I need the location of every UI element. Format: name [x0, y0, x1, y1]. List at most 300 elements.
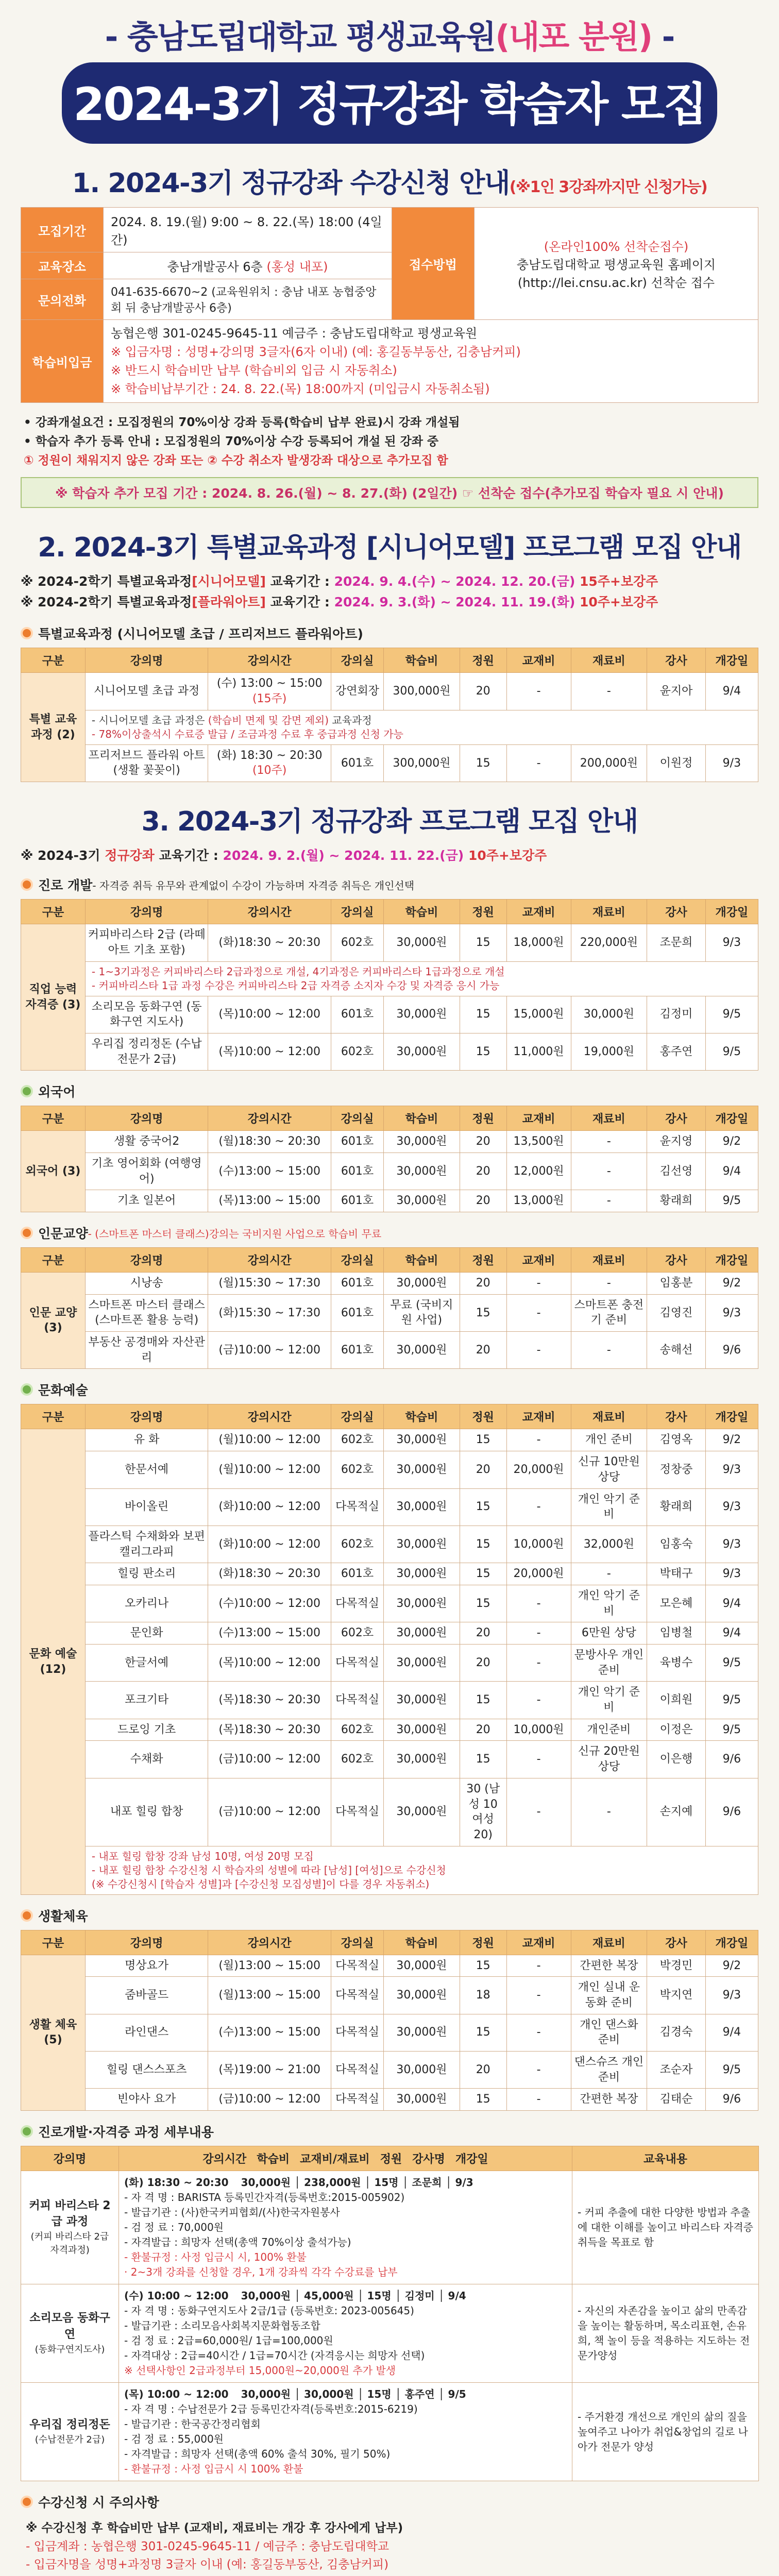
course-time: (화)18:30 ~ 20:30	[208, 924, 331, 961]
course-fee: 30,000원	[384, 1033, 460, 1070]
course-fee: 30,000원	[384, 1190, 460, 1212]
course-name: 힐링 판소리	[85, 1563, 208, 1585]
course-name: 힐링 댄스스포츠	[85, 2052, 208, 2089]
job-detail-table	[21, 2146, 759, 2481]
course-room: 다목적실	[331, 2014, 383, 2051]
course-time: (목)18:30 ~ 20:30	[208, 1682, 331, 1719]
course-mat: 6만원 상당	[571, 1622, 647, 1645]
course-cap: 15	[460, 1955, 506, 1977]
detail-line: - 자격발급 : 희망자 선택(총액 60% 출석 30%, 필기 50%)	[124, 2448, 391, 2461]
course-mat: 신규 20만원 상당	[571, 1741, 647, 1778]
course-mat: 220,000원	[571, 924, 647, 961]
course-book: -	[506, 2089, 571, 2111]
course-mat: -	[571, 1332, 647, 1369]
course-time: (화)10:00 ~ 12:00	[208, 1526, 331, 1563]
column-header: 학습비	[384, 648, 460, 673]
column-header: 학습비	[384, 900, 460, 924]
course-name: 유 화	[85, 1429, 208, 1451]
course-cap: 15	[460, 1294, 506, 1331]
course-time: (월)18:30 ~ 20:30	[208, 1131, 331, 1153]
bullet-dot-icon	[21, 2125, 33, 2138]
course-name: 부동산 공경매와 자산관리	[85, 1332, 208, 1369]
job-detail-subheading: 진로개발·자격증 과정 세부내용	[21, 2122, 758, 2141]
table-row	[21, 1332, 758, 1369]
course-inst: 손지예	[647, 1778, 706, 1846]
course-fees: 30,000원 │ 45,000원 │ 15명 │ 김정미 │ 9/4	[241, 2290, 466, 2302]
course-inst: 모은혜	[647, 1585, 706, 1622]
course-subtitle: (동화구연지도사)	[35, 2344, 105, 2355]
course-name: 줌바골드	[85, 1977, 208, 2014]
column-header: 정원	[460, 648, 506, 673]
course-name: 우리집 정리정돈 (수납 전문가 2급)	[85, 1033, 208, 1070]
course-name: 스마트폰 마스터 클래스 (스마트폰 활용 능력)	[85, 1294, 208, 1331]
column-header: 재료비	[571, 900, 647, 924]
course-start: 9/4	[705, 1622, 758, 1645]
humanities-course-subheading: 인문교양 - (스마트폰 마스터 클래스)강의는 국비지원 사업으로 학습비 무료	[21, 1224, 758, 1242]
course-book: -	[506, 1488, 571, 1526]
column-header-group	[119, 2146, 572, 2171]
detail-line: - 환불규정 : 사정 입금시 시 100% 환불	[124, 2463, 303, 2476]
course-name: 커피바리스타 2급 (라떼 아트 기초 포함)	[85, 924, 208, 961]
course-cap: 15	[460, 1585, 506, 1622]
course-name: 한문서예	[85, 1451, 208, 1488]
enrollment-info-table: 모집기간 2024. 8. 19.(월) 9:00 ~ 8. 22.(목) 18:00 (4일간) 접수방법 (온라인100% 선착순접수) 충남도립대학교 평생교육원 홈페이지 (http://lei.cnsu.ac.kr) 선착순 접수 교육장소 충남개발공사 6층 (홍성 내포) 문의전화 041-635-6670~2 (교육원위치 : 충남 내포 농협중앙회 뒤 충남개발공사 6층) 학습비입금 농협은행 301-0245-9645-11 예금주 : 충남도립대학교 평생교육원 ※ 입금자명 : 성명+강의명 3글자(6자 이내) (예: 홍길동부동산, 김충남커피) ※ 반드시 학습비만 납부 (학습비외 입금 시 자동취소) ※ 학습비납부기간 : 24. 8. 22.(목) 18:00까지 (미입금시 자동취소됨)	[21, 207, 758, 403]
course-fee: 30,000원	[384, 1488, 460, 1526]
course-start: 9/4	[705, 2014, 758, 2051]
course-mat: -	[571, 1131, 647, 1153]
course-room: 602호	[331, 1741, 383, 1778]
special-course-subheading: 특별교육과정 (시니어모델 초급 / 프리저브드 플라워아트)	[21, 624, 758, 642]
course-room: 601호	[331, 1563, 383, 1585]
course-subtitle: (수납전문가 2급)	[35, 2434, 105, 2445]
table-row	[21, 2171, 759, 2284]
detail-line: - 자 격 명 : BARISTA 등록민간자격(등록번호:2015-005902)	[124, 2191, 405, 2204]
course-start: 9/5	[705, 996, 758, 1033]
course-fees: 30,000원 │ 30,000원 │ 15명 │ 홍주연 │ 9/5	[241, 2388, 466, 2401]
course-mat: 32,000원	[571, 1526, 647, 1563]
table-row	[21, 1429, 758, 1451]
course-room: 602호	[331, 1451, 383, 1488]
course-mat: -	[571, 1190, 647, 1212]
course-inst: 윤지영	[647, 1131, 706, 1153]
column-header: 정원	[460, 1404, 506, 1429]
table-row	[21, 1294, 758, 1331]
course-name: 내포 힐링 합창	[85, 1778, 208, 1846]
section-2-title: 2. 2024-3기 특별교육과정 [시니어모델] 프로그램 모집 안내	[38, 532, 741, 564]
course-start: 9/5	[705, 1682, 758, 1719]
table-row	[21, 1778, 758, 1846]
column-header: 강사	[647, 900, 706, 924]
caution-box: ※ 수강신청 후 학습비만 납부 (교재비, 재료비는 개강 후 강사에게 납부) - 입금계좌 : 농협은행 301-0245-9645-11 / 예금주 : 충남도립대학교 - 입금자명을 성명+과정명 3글자 이내 (예: 홍길동부동산, 김충남커피)	[26, 2521, 403, 2572]
course-time: (월)13:00 ~ 15:00	[208, 1977, 331, 2014]
additional-recruit-notice: ※ 학습자 추가 모집 기간 : 2024. 8. 26.(월) ~ 8. 27.(화) (2일간) ☞ 선착순 접수(추가모집 학습자 필요 시 안내)	[21, 477, 758, 508]
column-header: 강의명	[85, 1404, 208, 1429]
course-start: 9/6	[705, 1741, 758, 1778]
course-time: (화)10:00 ~ 12:00	[208, 1488, 331, 1526]
course-time: (월)10:00 ~ 12:00	[208, 1429, 331, 1451]
column-header: 강의명	[85, 648, 208, 673]
course-mat: 간편한 복장	[571, 2089, 647, 2111]
column-header: 정원	[460, 1106, 506, 1131]
column-header: 재료비	[571, 1248, 647, 1273]
course-name: 드로잉 기초	[85, 1719, 208, 1741]
column-header: 개강일	[705, 648, 758, 673]
course-fee: 30,000원	[384, 1273, 460, 1295]
course-book: -	[506, 1741, 571, 1778]
course-time: (목) 10:00 ~ 12:00	[124, 2388, 229, 2401]
column-header: 구분	[21, 648, 86, 673]
course-start: 9/5	[705, 1645, 758, 1682]
column-header: 정원	[460, 1248, 506, 1273]
course-book: 18,000원	[506, 924, 571, 961]
course-mat: 신규 10만원 상당	[571, 1451, 647, 1488]
course-time: (금)10:00 ~ 12:00	[208, 2089, 331, 2111]
column-header: 정원	[460, 1930, 506, 1955]
course-inst: 김경숙	[647, 2014, 706, 2051]
table-row	[21, 1682, 758, 1719]
course-name: 플라스틱 수채화와 보편 캘리그라피	[85, 1526, 208, 1563]
course-book: -	[506, 1294, 571, 1331]
course-room: 602호	[331, 1033, 383, 1070]
course-room: 다목적실	[331, 1682, 383, 1719]
course-name: 문인화	[85, 1622, 208, 1645]
course-name: 수채화	[85, 1741, 208, 1778]
course-fee: 30,000원	[384, 1131, 460, 1153]
course-fee: 30,000원	[384, 2052, 460, 2089]
caution-subheading: 수강신청 시 주의사항	[21, 2493, 758, 2511]
course-book: 20,000원	[506, 1563, 571, 1585]
column-header: 교재비	[506, 1248, 571, 1273]
header-suffix: -	[652, 18, 674, 56]
course-cap: 15	[460, 996, 506, 1033]
course-name: 오카리나	[85, 1585, 208, 1622]
course-fee: 30,000원	[384, 1719, 460, 1741]
table-row	[21, 1451, 758, 1488]
column-header: 개강일	[705, 1404, 758, 1429]
course-cap: 15	[460, 2014, 506, 2051]
course-mat: 개인 실내 운동화 준비	[571, 1977, 647, 2014]
course-cap: 15	[460, 1429, 506, 1451]
column-header: 강사명	[412, 2153, 445, 2166]
course-room: 다목적실	[331, 1955, 383, 1977]
course-start: 9/2	[705, 1273, 758, 1295]
column-header: 교육내용	[572, 2146, 759, 2171]
table-row	[21, 1526, 758, 1563]
course-start: 9/2	[705, 1429, 758, 1451]
column-header: 강의명	[85, 1106, 208, 1131]
detail-line: - 발급기관 : 소리모음사회복지문화협동조합	[124, 2319, 320, 2332]
course-start: 9/3	[705, 1563, 758, 1585]
course-detail-cell	[119, 2383, 572, 2481]
course-description: - 커피 추출에 대한 다양한 방법과 추출에 대한 이해를 높이고 바리스타 자격증 취득을 목표로 함	[572, 2171, 759, 2284]
column-header: 강의시간	[208, 1248, 331, 1273]
table-note	[85, 1846, 758, 1894]
job-course-subheading: 진로 개발 - 자격증 취득 유무와 관계없이 수강이 가능하며 자격증 취득은 개인선택	[21, 875, 758, 894]
column-header: 학습비	[384, 1930, 460, 1955]
course-book: 20,000원	[506, 1451, 571, 1488]
column-header: 정원	[380, 2153, 402, 2166]
category-cell: 생활 체육 (5)	[21, 1955, 86, 2111]
category-cell: 문화 예술 (12)	[21, 1429, 86, 1894]
table-row	[21, 1273, 758, 1295]
homepage-link[interactable]: (http://lei.cnsu.ac.kr) 선착순 접수	[517, 276, 715, 290]
detail-line: - 발급기관 : 한국공간정리협회	[124, 2418, 261, 2431]
bullet-dot-icon	[21, 1383, 33, 1396]
table-row	[21, 1622, 758, 1645]
course-cap: 15	[460, 1682, 506, 1719]
category-cell: 외국어 (3)	[21, 1131, 86, 1212]
course-name: 생활 중국어2	[85, 1131, 208, 1153]
bullet-dot-icon	[21, 1085, 33, 1097]
course-inst: 육병수	[647, 1645, 706, 1682]
category-cell: 직업 능력 자격증 (3)	[21, 924, 86, 1071]
column-header: 강의명	[21, 2146, 119, 2171]
column-header: 개강일	[455, 2153, 488, 2166]
course-inst: 박지연	[647, 1977, 706, 2014]
course-name: 소리모음 동화구연 (동화구연 지도사)	[85, 996, 208, 1033]
course-mat: 스마트폰 충전기 준비	[571, 1294, 647, 1331]
course-name: 시낭송	[85, 1273, 208, 1295]
detail-line: - 자격대상 : 2급=40시간 / 1급=70시간 (자격응시는 희망자 선택)	[124, 2349, 425, 2362]
table-row	[21, 1131, 758, 1153]
course-room: 601호	[331, 1332, 383, 1369]
course-fee: 30,000원	[384, 2014, 460, 2051]
course-book: 11,000원	[506, 1033, 571, 1070]
detail-line: · 2~3개 강좌를 신청할 경우, 1개 강좌씩 각각 수강료를 납부	[124, 2266, 398, 2279]
course-start: 9/4	[705, 1153, 758, 1190]
course-start: 9/6	[705, 2089, 758, 2111]
special-course-periods: ※ 2024-2학기 특별교육과정[시니어모델] 교육기간 : 2024. 9. 4.(수) ~ 2024. 12. 20.(금) 15주+보강주 ※ 2024-2학기 특별교육과정[플라워아트] 교육기간 : 2024. 9. 3.(화) ~ 2024. 11. 19.(화) 10주+보강주	[21, 574, 658, 610]
table-row	[21, 1033, 758, 1070]
course-summary	[124, 2387, 567, 2402]
course-time: (목)18:30 ~ 20:30	[208, 1719, 331, 1741]
course-summary	[124, 2289, 567, 2303]
course-start: 9/3	[705, 1977, 758, 2014]
column-header: 강의실	[331, 1404, 383, 1429]
table-note	[85, 961, 758, 996]
course-mat: 개인준비	[571, 1719, 647, 1741]
course-fee: 30,000원	[384, 1332, 460, 1369]
art-course-table	[21, 1404, 758, 1894]
regular-course-period: ※ 2024-3기 정규강좌 교육기간 : 2024. 9. 2.(월) ~ 2024. 11. 22.(금) 10주+보강주	[21, 848, 547, 863]
column-header: 강사	[647, 648, 706, 673]
course-room: 다목적실	[331, 1645, 383, 1682]
course-cap: 20	[460, 1153, 506, 1190]
column-header: 강의시간	[208, 648, 331, 673]
column-header: 개강일	[705, 1930, 758, 1955]
course-mat: 30,000원	[571, 996, 647, 1033]
course-fee: 30,000원	[384, 1977, 460, 2014]
course-inst: 임홍숙	[647, 1526, 706, 1563]
course-time: (수)13:00 ~ 15:00	[208, 2014, 331, 2051]
course-room: 다목적실	[331, 1977, 383, 2014]
course-inst: 이은행	[647, 1741, 706, 1778]
course-book: 13,000원	[506, 1190, 571, 1212]
course-inst: 김영진	[647, 1294, 706, 1331]
course-start: 9/4	[705, 1585, 758, 1622]
course-inst: 김영옥	[647, 1429, 706, 1451]
column-header: 강사	[647, 1404, 706, 1429]
course-cap: 15	[460, 1563, 506, 1585]
course-name-cell	[21, 2284, 119, 2383]
course-time: (목)19:00 ~ 21:00	[208, 2052, 331, 2089]
course-start: 9/3	[705, 1488, 758, 1526]
course-cap: 20	[460, 1451, 506, 1488]
course-time: (월)15:30 ~ 17:30	[208, 1273, 331, 1295]
column-header: 강의시간	[208, 1930, 331, 1955]
language-course-table	[21, 1106, 758, 1212]
course-cap: 20	[460, 1622, 506, 1645]
course-cap: 15	[460, 1526, 506, 1563]
column-header: 강의시간	[202, 2153, 247, 2166]
category-cell: 인문 교양 (3)	[21, 1273, 86, 1369]
special-course-table: 구분 강의명 강의시간 강의실 학습비 정원 교재비 재료비 강사 개강일 특별 교육 과정 (2) 시니어모델 초급 과정 (수) 13:00 ~ 15:00 (15주) 강연회장 300,000원 20 - - 윤지아 9/4 - 시니어모델 초급 과정은 (학습비 면제 및 감면 제외) 교육과정 - 78%이상출석시 수료증 발급 / 조금과정 수료 후 중급과정 신청 가능 프리저브드 플라워 아트 (생활 꽃꽂이) (화) 18:30 ~ 20:30 (10주) 601호 300,000원 15 - 200,000원 이원정 9/3	[21, 648, 758, 782]
course-book: 10,000원	[506, 1719, 571, 1741]
course-time: (화) 18:30 ~ 20:30	[124, 2176, 229, 2189]
bullet-dot-icon	[21, 2496, 33, 2508]
sport-course-subheading: 생활체육	[21, 1906, 758, 1925]
course-time: (목)13:00 ~ 15:00	[208, 1190, 331, 1212]
course-room: 602호	[331, 1429, 383, 1451]
course-cap: 18	[460, 1977, 506, 2014]
course-start: 9/6	[705, 1778, 758, 1846]
course-fee: 30,000원	[384, 1585, 460, 1622]
course-cap: 20	[460, 1131, 506, 1153]
course-book: 12,000원	[506, 1153, 571, 1190]
course-fee: 30,000원	[384, 924, 460, 961]
course-start: 9/3	[705, 1451, 758, 1488]
course-fee: 무료 (국비지원 사업)	[384, 1294, 460, 1331]
course-room: 다목적실	[331, 2089, 383, 2111]
course-room: 602호	[331, 924, 383, 961]
course-inst: 이희원	[647, 1682, 706, 1719]
course-start: 9/5	[705, 1033, 758, 1070]
course-room: 601호	[331, 1273, 383, 1295]
course-room: 602호	[331, 1622, 383, 1645]
course-fee: 30,000원	[384, 1741, 460, 1778]
course-fee: 30,000원	[384, 1153, 460, 1190]
institution-header	[0, 0, 779, 57]
bullet-dot-icon	[21, 1227, 33, 1239]
note-line: - 내포 힐링 합창 강좌 남성 10명, 여성 20명 모집	[91, 1850, 314, 1862]
column-header: 구분	[21, 900, 86, 924]
column-header: 학습비	[384, 1404, 460, 1429]
bank-account: 농협은행 301-0245-9645-11 예금주 : 충남도립대학교 평생교육원	[111, 326, 478, 341]
header-prefix: - 충남도립대학교 평생교육원	[105, 18, 496, 56]
column-header: 구분	[21, 1404, 86, 1429]
course-cap: 15	[460, 924, 506, 961]
course-name: 명상요가	[85, 1955, 208, 1977]
art-course-subheading: 문화예술	[21, 1380, 758, 1399]
course-cap: 15	[460, 1488, 506, 1526]
column-header: 교재비	[506, 1930, 571, 1955]
course-time: (금)10:00 ~ 12:00	[208, 1741, 331, 1778]
course-cap: 20	[460, 2052, 506, 2089]
column-header: 학습비	[384, 1248, 460, 1273]
detail-line: - 검 정 료 : 55,000원	[124, 2433, 224, 2446]
column-header: 강의명	[85, 1930, 208, 1955]
course-book: 15,000원	[506, 996, 571, 1033]
course-inst: 정창중	[647, 1451, 706, 1488]
section-1-title: 1. 2024-3기 정규강좌 수강신청 안내(※1인 3강좌까지만 신청가능)	[72, 168, 707, 199]
course-cap: 15	[460, 1033, 506, 1070]
column-header: 재료비	[571, 648, 647, 673]
course-room: 601호	[331, 996, 383, 1033]
table-row	[21, 924, 758, 961]
course-room: 다목적실	[331, 2052, 383, 2089]
bullet-dot-icon	[21, 878, 33, 891]
job-course-table	[21, 899, 758, 1071]
course-mat: 간편한 복장	[571, 1955, 647, 1977]
table-row	[21, 1585, 758, 1622]
course-inst: 김선영	[647, 1153, 706, 1190]
course-book: -	[506, 2014, 571, 2051]
course-book: 13,500원	[506, 1131, 571, 1153]
course-start: 9/3	[705, 1526, 758, 1563]
course-start: 9/3	[705, 1294, 758, 1331]
course-time: (금)10:00 ~ 12:00	[208, 1778, 331, 1846]
course-start: 9/6	[705, 1332, 758, 1369]
course-start: 9/5	[705, 2052, 758, 2089]
course-room: 602호	[331, 1526, 383, 1563]
course-room: 601호	[331, 1153, 383, 1190]
course-book: -	[506, 1682, 571, 1719]
table-row	[21, 1977, 758, 2014]
table-row	[21, 996, 758, 1033]
detail-line: - 자격발급 : 희망자 선택(총액 70%이상 출석가능)	[124, 2236, 351, 2249]
column-header: 재료비	[571, 1106, 647, 1131]
column-header: 구분	[21, 1106, 86, 1131]
column-header: 교재비	[506, 648, 571, 673]
course-time: (화)18:30 ~ 20:30	[208, 1563, 331, 1585]
course-book: -	[506, 1622, 571, 1645]
course-name: 소리모음 동화구연	[29, 2312, 110, 2342]
column-header: 교재비	[506, 1106, 571, 1131]
course-cap: 20	[460, 1719, 506, 1741]
course-inst: 김태순	[647, 2089, 706, 2111]
course-room: 다목적실	[331, 1778, 383, 1846]
column-header: 개강일	[705, 1106, 758, 1131]
course-start: 9/5	[705, 1719, 758, 1741]
detail-line: - 검 정 료 : 70,000원	[124, 2221, 224, 2234]
table-row	[21, 1488, 758, 1526]
course-book: 10,000원	[506, 1526, 571, 1563]
course-fee: 30,000원	[384, 1526, 460, 1563]
course-cap: 15	[460, 2089, 506, 2111]
course-time: (목)10:00 ~ 12:00	[208, 996, 331, 1033]
table-row	[21, 1563, 758, 1585]
column-header: 강의명	[85, 1248, 208, 1273]
course-fee: 30,000원	[384, 1451, 460, 1488]
table-row	[21, 2284, 759, 2383]
course-inst: 홍주연	[647, 1033, 706, 1070]
column-header: 교재비	[506, 900, 571, 924]
column-header: 교재비	[506, 1404, 571, 1429]
bullet-dot-icon	[21, 627, 33, 639]
note-line: - 1~3기과정은 커피바리스타 2급과정으로 개설, 4기과정은 커피바리스타 1급과정으로 개설	[91, 965, 505, 978]
course-book: -	[506, 1332, 571, 1369]
course-inst: 조순자	[647, 2052, 706, 2089]
table-row	[21, 2089, 758, 2111]
course-mat: 개인 악기 준비	[571, 1682, 647, 1719]
course-name: 기초 영어회화 (여행영어)	[85, 1153, 208, 1190]
note-line: - 커피바리스타 1급 과정 수강은 커피바리스타 2급 자격증 소지자 수강 및 자격증 응시 가능	[91, 979, 500, 992]
course-name: 기초 일본어	[85, 1190, 208, 1212]
main-title-banner: 2024-3기 정규강좌 학습자 모집	[62, 62, 717, 144]
note-line: (※ 수강신청시 [학습자 성별]과 [수강신청 모집성별]이 다를 경우 자동취소)	[91, 1877, 430, 1890]
course-book: -	[506, 2052, 571, 2089]
column-header: 구분	[21, 1930, 86, 1955]
